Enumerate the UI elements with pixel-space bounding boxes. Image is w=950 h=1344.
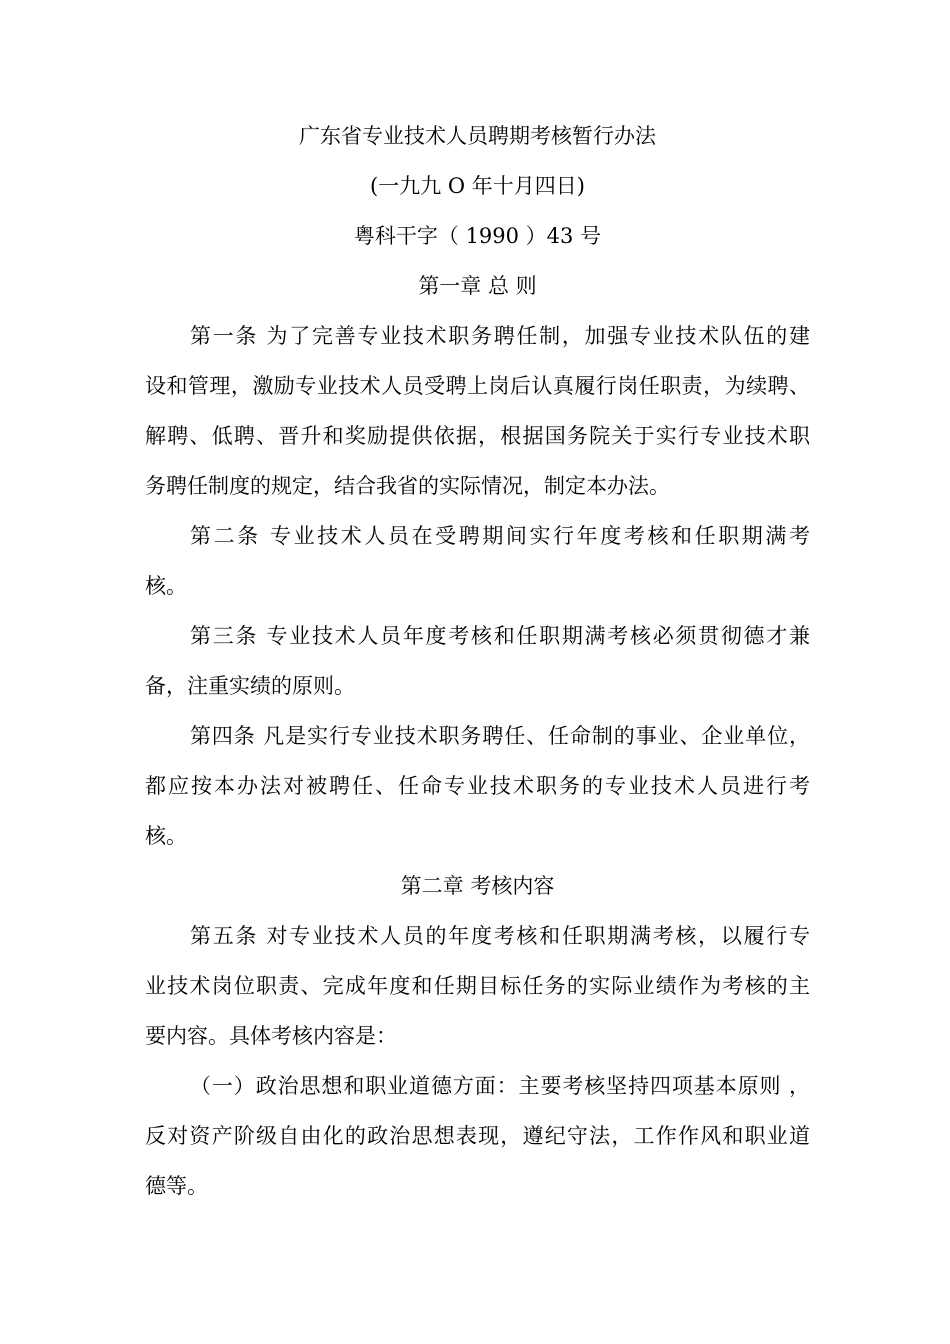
item-1-line-3: 德等。 xyxy=(145,1174,208,1198)
article-5-line-1: 第五条 对专业技术人员的年度考核和任职期满考核，以履行专 xyxy=(190,924,810,948)
article-1-line-2: 设和管理，激励专业技术人员受聘上岗后认真履行岗任职责，为续聘、 xyxy=(145,374,810,398)
article-3-line-2: 备，注重实绩的原则。 xyxy=(145,674,355,698)
item-1-line-2: 反对资产阶级自由化的政治思想表现，遵纪守法，工作作风和职业道 xyxy=(145,1124,810,1148)
article-1-line-1: 第一条 为了完善专业技术职务聘任制，加强专业技术队伍的建 xyxy=(190,324,810,348)
chapter-heading-1: 第一章 总 则 xyxy=(418,274,537,298)
document-date: (一九九 O 年十月四日) xyxy=(370,174,585,198)
article-2-line-1: 第二条 专业技术人员在受聘期间实行年度考核和任职期满考 xyxy=(190,524,810,548)
item-1-line-1: （一）政治思想和职业道德方面：主要考核坚持四项基本原则 ， xyxy=(190,1074,810,1098)
document-number: 粤科干字（ 1990 ）43 号 xyxy=(353,224,602,248)
article-3-line-1: 第三条 专业技术人员年度考核和任职期满考核必须贯彻德才兼 xyxy=(190,624,810,648)
article-4-line-3: 核。 xyxy=(145,824,187,848)
article-5-line-2: 业技术岗位职责、完成年度和任期目标任务的实际业绩作为考核的主 xyxy=(145,974,810,998)
article-2-line-2: 核。 xyxy=(145,574,187,598)
article-5-line-3: 要内容。具体考核内容是： xyxy=(145,1024,397,1048)
article-4-line-2: 都应按本办法对被聘任、任命专业技术职务的专业技术人员进行考 xyxy=(145,774,810,798)
article-1-line-4: 务聘任制度的规定，结合我省的实际情况，制定本办法。 xyxy=(145,474,670,498)
document-title: 广东省专业技术人员聘期考核暂行办法 xyxy=(299,124,656,148)
chapter-heading-2: 第二章 考核内容 xyxy=(400,874,555,898)
article-4-line-1: 第四条 凡是实行专业技术职务聘任、任命制的事业、企业单位， xyxy=(190,724,810,748)
article-1-line-3: 解聘、低聘、晋升和奖励提供依据，根据国务院关于实行专业技术职 xyxy=(145,424,810,448)
